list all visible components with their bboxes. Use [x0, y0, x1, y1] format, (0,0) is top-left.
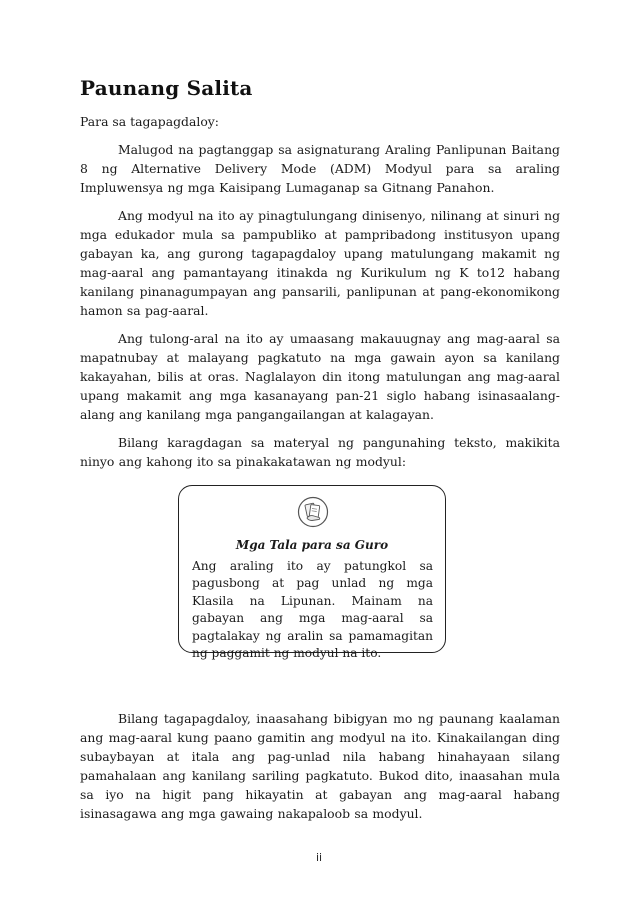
paragraph-4: Bilang karagdagan sa materyal ng pangunahing teksto, makikita ninyo ang kahong ito sa pinakakatawan ng modyul:: [80, 435, 560, 469]
document-page: [80, 76, 560, 832]
salutation: Para sa tagapagdaloy:: [80, 114, 219, 129]
paragraph-3: Ang tulong-aral na ito ay umaasang makauugnay ang mag-aaral sa mapatnubay at malayang pagkatuto na mga gawain ayon sa kanilang kakayahan, bilis at oras. Naglalayon din itong matulungan ang mag-aaral upang makamit ang mga kasanayang pan-21 siglo habang isinasaalang-alang ang kanilang mga pangangailangan at kalagayan.: [80, 331, 560, 422]
closing-paragraph: Bilang tagapagdaloy, inaasahang bibigyan mo ng paunang kaalaman ang mag-aaral kung paano gamitin ang modyul na ito. Kinakailangan ding subaybayan at itala ang pag-unlad nila habang hinahayaan silang pamahalaan ang kanilang sariling pagkatuto. Bukod dito, inaasahan mula sa iyo na higit pang hikayatin at gabayan ang mag-aaral habang isinasagawa ang mga gawaing nakapaloob sa modyul.: [80, 711, 560, 821]
paragraph-1: Malugod na pagtanggap sa asignaturang Araling Panlipunan Baitang 8 ng Alternative Delivery Mode (ADM) Modyul para sa araling Impluwensya ng mga Kaisipang Lumaganap sa Gitnang Panahon.: [80, 142, 560, 195]
page-number: ii: [315, 851, 323, 864]
notes-body: Ang araling ito ay patungkol sa pagusbong at pag unlad ng mga Klasila na Lipunan. Mainam na gabayan ang mga mag-aaral sa pagtalakay ng aralin sa pamamagitan ng paggamit ng modyul na ito.: [192, 559, 433, 661]
teacher-notes-box: [178, 485, 446, 661]
notes-title: Mga Tala para sa Guro: [235, 538, 389, 552]
paragraph-2: Ang modyul na ito ay pinagtulungang dinisenyo, nilinang at sinuri ng mga edukador mula sa pampubliko at pampribadong institusyon upang gabayan ka, ang gurong tagapagdaloy upang matulungang makamit ng mag-aaral ang pamantayang itinakda ng Kurikulum ng K to12 habang kanilang pinanagumpayan ang pansarili, panlipunan at pang-ekonomikong hamon sa pag-aaral.: [80, 208, 560, 318]
notes-hand-icon: [297, 496, 329, 528]
page-title: Paunang Salita: [80, 76, 253, 100]
